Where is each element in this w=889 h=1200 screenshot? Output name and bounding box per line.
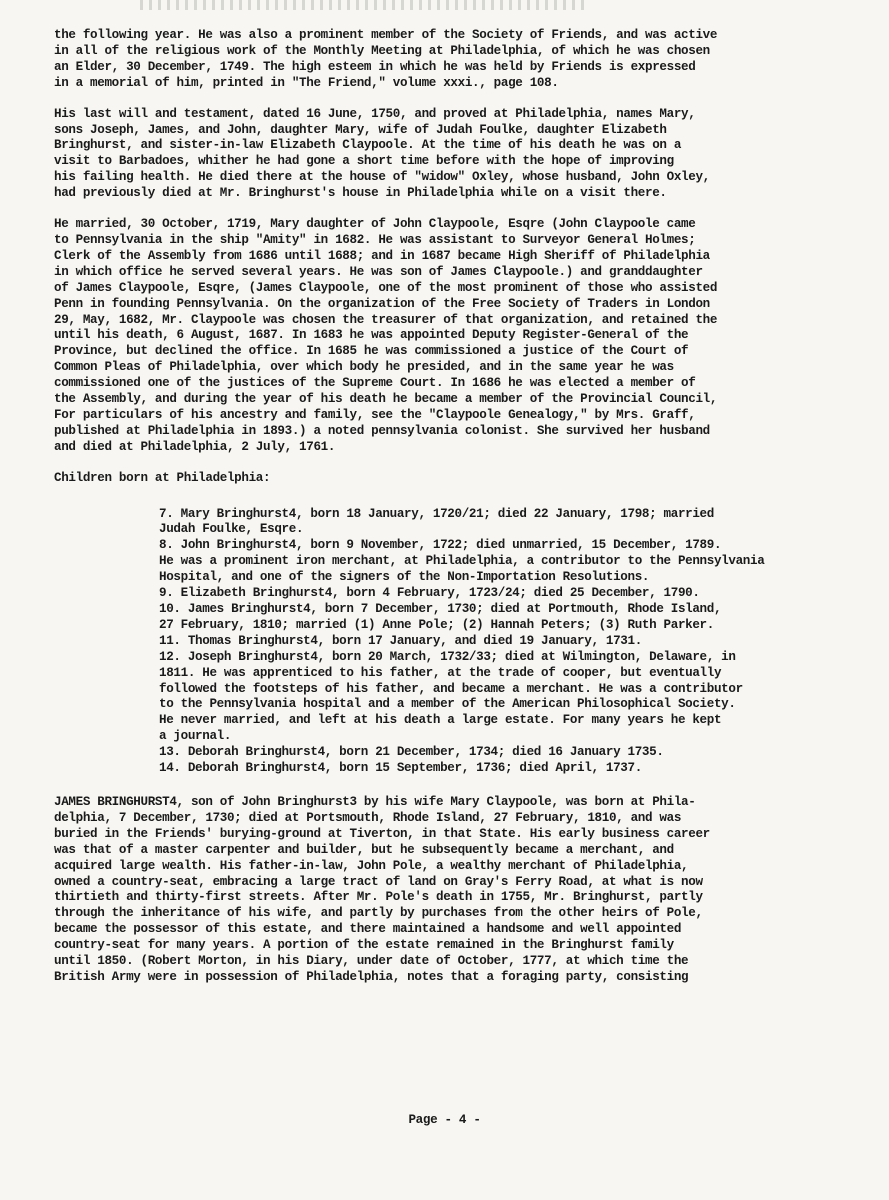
text-line: British Army were in possession of Philadelphia, notes that a foraging party, consisting — [54, 969, 689, 984]
list-item: 27 February, 1810; married (1) Anne Pole; (2) Hannah Peters; (3) Ruth Parker. — [159, 617, 714, 632]
text-line: the Assembly, and during the year of his death he became a member of the Provincial Council, — [54, 392, 718, 407]
paragraph-society-of-friends — [54, 28, 833, 92]
text-line: delphia, 7 December, 1730; died at Portsmouth, Rhode Island, 27 February, 1810, and was — [54, 810, 682, 825]
list-item: followed the footsteps of his father, and became a merchant. He was a contributor — [159, 681, 743, 696]
text-line: in a memorial of him, printed in "The Friend," volume xxxi., page 108. — [54, 75, 559, 90]
list-item: Judah Foulke, Esqre. — [159, 522, 304, 537]
text-line: visit to Barbadoes, whither he had gone a short time before with the hope of improving — [54, 154, 674, 169]
list-item: 12. Joseph Bringhurst4, born 20 March, 1732/33; died at Wilmington, Delaware, in — [159, 649, 736, 664]
list-item: 7. Mary Bringhurst4, born 18 January, 1720/21; died 22 January, 1798; married — [159, 506, 714, 521]
text-line: He married, 30 October, 1719, Mary daughter of John Claypoole, Esqre (John Claypoole came — [54, 217, 696, 232]
text-line: thirtieth and thirty-first streets. After Mr. Pole's death in 1755, Mr. Bringhurst, partly — [54, 890, 703, 905]
text-line: buried in the Friends' burying-ground at Tiverton, in that State. His early business career — [54, 826, 710, 841]
text-line: an Elder, 30 December, 1749. The high esteem in which he was held by Friends is expressed — [54, 59, 696, 74]
text-line: 29, May, 1682, Mr. Claypoole was chosen the treasurer of that organization, and retained the — [54, 312, 718, 327]
list-item: 8. John Bringhurst4, born 9 November, 1722; died unmarried, 15 December, 1789. — [159, 538, 722, 553]
list-item: He was a prominent iron merchant, at Philadelphia, a contributor to the Pennsylvania — [159, 554, 765, 569]
text-line: became the possessor of this estate, and there maintained a handsome and well appointed — [54, 922, 682, 937]
text-line: Clerk of the Assembly from 1686 until 1688; and in 1687 became High Sheriff of Philadelphia — [54, 248, 710, 263]
children-list — [159, 507, 833, 777]
text-line: commissioned one of the justices of the Supreme Court. In 1686 he was elected a member of — [54, 376, 696, 391]
text-line: Common Pleas of Philadelphia, over which body he presided, and in the same year he was — [54, 360, 674, 375]
text-line: of James Claypoole, Esqre, (James Claypoole, one of the most prominent of those who assisted — [54, 280, 718, 295]
text-line: Province, but declined the office. In 1685 he was commissioned a justice of the Court of — [54, 344, 689, 359]
text-line: had previously died at Mr. Bringhurst's house in Philadelphia while on a visit there. — [54, 186, 667, 201]
text-line: through the inheritance of his wife, and partly by purchases from the other heirs of Pole, — [54, 906, 703, 921]
text-line: in which office he served several years. He was son of James Claypoole.) and granddaughter — [54, 264, 703, 279]
paragraph-marriage — [54, 217, 833, 456]
scan-artifact — [140, 0, 590, 10]
list-item: Hospital, and one of the signers of the Non-Importation Resolutions. — [159, 570, 650, 585]
text-line: For particulars of his ancestry and family, see the "Claypoole Genealogy," by Mrs. Graff, — [54, 407, 696, 422]
text-line: to Pennsylvania in the ship "Amity" in 1682. He was assistant to Surveyor General Holmes; — [54, 232, 696, 247]
text-line: JAMES BRINGHURST4, son of John Bringhurst3 by his wife Mary Claypoole, was born at Phila- — [54, 794, 696, 809]
text-line: country-seat for many years. A portion of the estate remained in the Bringhurst family — [54, 938, 674, 953]
text-line: in all of the religious work of the Monthly Meeting at Philadelphia, of which he was chosen — [54, 43, 710, 58]
text-line: acquired large wealth. His father-in-law, John Pole, a wealthy merchant of Philadelphia, — [54, 858, 689, 873]
text-line: until his death, 6 August, 1687. In 1683 he was appointed Deputy Register-General of the — [54, 328, 689, 343]
text-line: published at Philadelphia in 1893.) a noted pennsylvania colonist. She survived her husband — [54, 423, 710, 438]
list-item: a journal. — [159, 729, 232, 744]
list-item: 1811. He was apprenticed to his father, at the trade of cooper, but eventually — [159, 665, 722, 680]
list-item: 10. James Bringhurst4, born 7 December, 1730; died at Portmouth, Rhode Island, — [159, 602, 722, 616]
text-line: sons Joseph, James, and John, daughter Mary, wife of Judah Foulke, daughter Elizabeth — [54, 122, 667, 137]
paragraph-last-will — [54, 107, 833, 202]
list-item: 13. Deborah Bringhurst4, born 21 December, 1734; died 16 January 1735. — [159, 745, 664, 760]
children-heading: Children born at Philadelphia: — [54, 470, 271, 485]
list-item: 11. Thomas Bringhurst4, born 17 January, and died 19 January, 1731. — [159, 633, 642, 648]
list-item: He never married, and left at his death a large estate. For many years he kept — [159, 713, 722, 728]
text-line: was that of a master carpenter and builder, but he subsequently became a merchant, and — [54, 842, 674, 857]
text-line: Bringhurst, and sister-in-law Elizabeth Claypoole. At the time of his death he was on a — [54, 138, 682, 153]
page-number: Page - 4 - — [408, 1113, 481, 1127]
list-item: 14. Deborah Bringhurst4, born 15 September, 1736; died April, 1737. — [159, 761, 642, 776]
text-line: his failing health. He died there at the house of "widow" Oxley, whose husband, John Oxley, — [54, 170, 710, 185]
text-line: His last will and testament, dated 16 June, 1750, and proved at Philadelphia, names Mary, — [54, 106, 696, 121]
text-line: Penn in founding Pennsylvania. On the organization of the Free Society of Traders in London — [54, 296, 710, 311]
text-line: and died at Philadelphia, 2 July, 1761. — [54, 439, 336, 454]
paragraph-james-bringhurst — [54, 795, 833, 986]
list-item: to the Pennsylvania hospital and a member of the American Philosophical Society. — [159, 697, 736, 712]
text-line: until 1850. (Robert Morton, in his Diary, under date of October, 1777, at which time the — [54, 954, 689, 969]
text-line: owned a country-seat, embracing a large tract of land on Gray's Ferry Road, at what is now — [54, 874, 703, 889]
text-line: the following year. He was also a prominent member of the Society of Friends, and was active — [54, 28, 718, 42]
list-item: 9. Elizabeth Bringhurst4, born 4 February, 1723/24; died 25 December, 1790. — [159, 586, 700, 601]
